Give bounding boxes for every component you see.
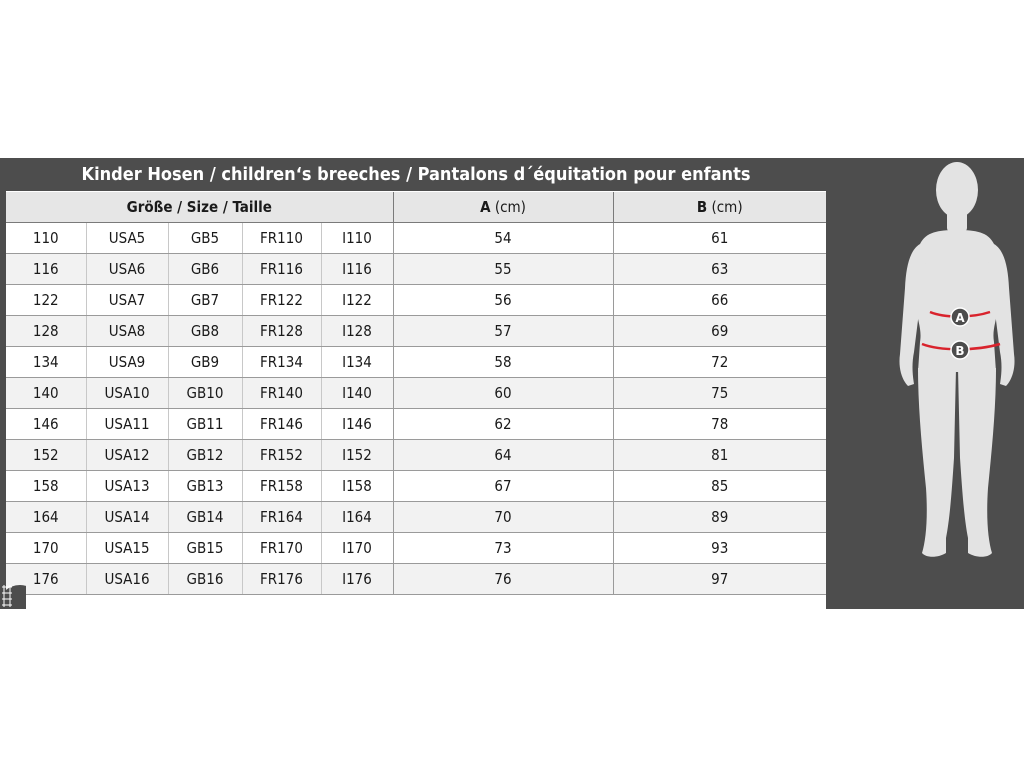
table-row xyxy=(6,285,826,316)
table-cell: 134 xyxy=(6,347,86,378)
table-cell: USA9 xyxy=(86,347,168,378)
table-row xyxy=(6,502,826,533)
table-cell: 72 xyxy=(613,347,826,378)
table-cell: I134 xyxy=(321,347,393,378)
table-cell: I158 xyxy=(321,471,393,502)
table-cell: 64 xyxy=(393,440,613,471)
body-silhouette-icon xyxy=(826,158,1024,609)
table-cell: GB11 xyxy=(168,409,242,440)
table-cell: 76 xyxy=(393,564,613,595)
table-header-row xyxy=(6,192,826,223)
table-cell: 55 xyxy=(393,254,613,285)
table-cell: 57 xyxy=(393,316,613,347)
table-cell: USA11 xyxy=(86,409,168,440)
table-cell: GB10 xyxy=(168,378,242,409)
table-cell: 73 xyxy=(393,533,613,564)
table-cell: I152 xyxy=(321,440,393,471)
table-cell: FR134 xyxy=(242,347,321,378)
table-cell: 116 xyxy=(6,254,86,285)
table-cell: I122 xyxy=(321,285,393,316)
table-cell: 85 xyxy=(613,471,826,502)
table-row xyxy=(6,347,826,378)
table-cell: GB16 xyxy=(168,564,242,595)
table-cell: 60 xyxy=(393,378,613,409)
table-cell: USA14 xyxy=(86,502,168,533)
table-cell: USA13 xyxy=(86,471,168,502)
table-body xyxy=(6,223,826,595)
table-row xyxy=(6,440,826,471)
table-cell: FR152 xyxy=(242,440,321,471)
table-cell: 75 xyxy=(613,378,826,409)
table-cell: 152 xyxy=(6,440,86,471)
table-cell: USA10 xyxy=(86,378,168,409)
table-cell: 58 xyxy=(393,347,613,378)
table-cell: 97 xyxy=(613,564,826,595)
table-cell: 164 xyxy=(6,502,86,533)
size-table xyxy=(6,158,826,595)
table-cell: 170 xyxy=(6,533,86,564)
table-row xyxy=(6,564,826,595)
table-cell: 89 xyxy=(613,502,826,533)
table-cell: FR140 xyxy=(242,378,321,409)
table-cell: GB7 xyxy=(168,285,242,316)
table-cell: USA7 xyxy=(86,285,168,316)
table-cell: FR170 xyxy=(242,533,321,564)
table-cell: USA5 xyxy=(86,223,168,254)
table-cell: 128 xyxy=(6,316,86,347)
table-cell: GB9 xyxy=(168,347,242,378)
table-cell: I110 xyxy=(321,223,393,254)
marker-b-label: B xyxy=(955,344,965,358)
table-cell: 66 xyxy=(613,285,826,316)
measure-a-unit: (cm) xyxy=(490,198,526,216)
table-cell: I146 xyxy=(321,409,393,440)
table-cell: 69 xyxy=(613,316,826,347)
table-cell: 93 xyxy=(613,533,826,564)
table-cell: FR110 xyxy=(242,223,321,254)
table-cell: USA16 xyxy=(86,564,168,595)
body-figure-panel xyxy=(826,158,1024,609)
table-row xyxy=(6,316,826,347)
table-row xyxy=(6,533,826,564)
table-cell: FR158 xyxy=(242,471,321,502)
table-cell: I116 xyxy=(321,254,393,285)
table-cell: GB8 xyxy=(168,316,242,347)
table-cell: GB12 xyxy=(168,440,242,471)
marker-a xyxy=(951,308,969,326)
size-chart xyxy=(0,158,1024,609)
measure-a-header xyxy=(393,192,613,223)
table-cell: 54 xyxy=(393,223,613,254)
measure-a-letter: A xyxy=(480,198,491,216)
table-cell: FR122 xyxy=(242,285,321,316)
measure-b-letter: B xyxy=(696,198,708,216)
table-cell: FR164 xyxy=(242,502,321,533)
table-cell: GB5 xyxy=(168,223,242,254)
table-cell: 122 xyxy=(6,285,86,316)
table-cell: USA12 xyxy=(86,440,168,471)
table-row xyxy=(6,223,826,254)
table-cell: GB14 xyxy=(168,502,242,533)
table-cell: GB13 xyxy=(168,471,242,502)
marker-b xyxy=(951,341,969,359)
table-row xyxy=(6,378,826,409)
table-cell: USA8 xyxy=(86,316,168,347)
table-cell: 110 xyxy=(6,223,86,254)
table-cell: 140 xyxy=(6,378,86,409)
table-cell: FR116 xyxy=(242,254,321,285)
table-cell: GB6 xyxy=(168,254,242,285)
table-cell: 158 xyxy=(6,471,86,502)
table-cell: FR176 xyxy=(242,564,321,595)
table-cell: 81 xyxy=(613,440,826,471)
table-cell: I140 xyxy=(321,378,393,409)
table-cell: USA6 xyxy=(86,254,168,285)
table-cell: USA15 xyxy=(86,533,168,564)
table-title: Kinder Hosen / children‘s breeches / Pantalons d´équitation pour enfants xyxy=(6,158,826,192)
table-cell: I176 xyxy=(321,564,393,595)
table-cell: 62 xyxy=(393,409,613,440)
table-cell: 146 xyxy=(6,409,86,440)
table-cell: 78 xyxy=(613,409,826,440)
size-header: Größe / Size / Taille xyxy=(6,192,393,223)
table-row xyxy=(6,254,826,285)
measure-b-header xyxy=(613,192,826,223)
marker-a-label: A xyxy=(955,311,965,325)
table-cell: I164 xyxy=(321,502,393,533)
table-cell: I170 xyxy=(321,533,393,564)
measure-b-unit: (cm) xyxy=(707,198,743,216)
table-cell: 61 xyxy=(613,223,826,254)
table-cell: 176 xyxy=(6,564,86,595)
table-cell: 70 xyxy=(393,502,613,533)
table-cell: I128 xyxy=(321,316,393,347)
table-title-row xyxy=(6,158,826,192)
table-cell: FR146 xyxy=(242,409,321,440)
table-row xyxy=(6,471,826,502)
table-cell: FR128 xyxy=(242,316,321,347)
table-cell: 67 xyxy=(393,471,613,502)
table-cell: 56 xyxy=(393,285,613,316)
brand-corner-icon xyxy=(0,577,26,609)
table-row xyxy=(6,409,826,440)
table-cell: GB15 xyxy=(168,533,242,564)
table-cell: 63 xyxy=(613,254,826,285)
